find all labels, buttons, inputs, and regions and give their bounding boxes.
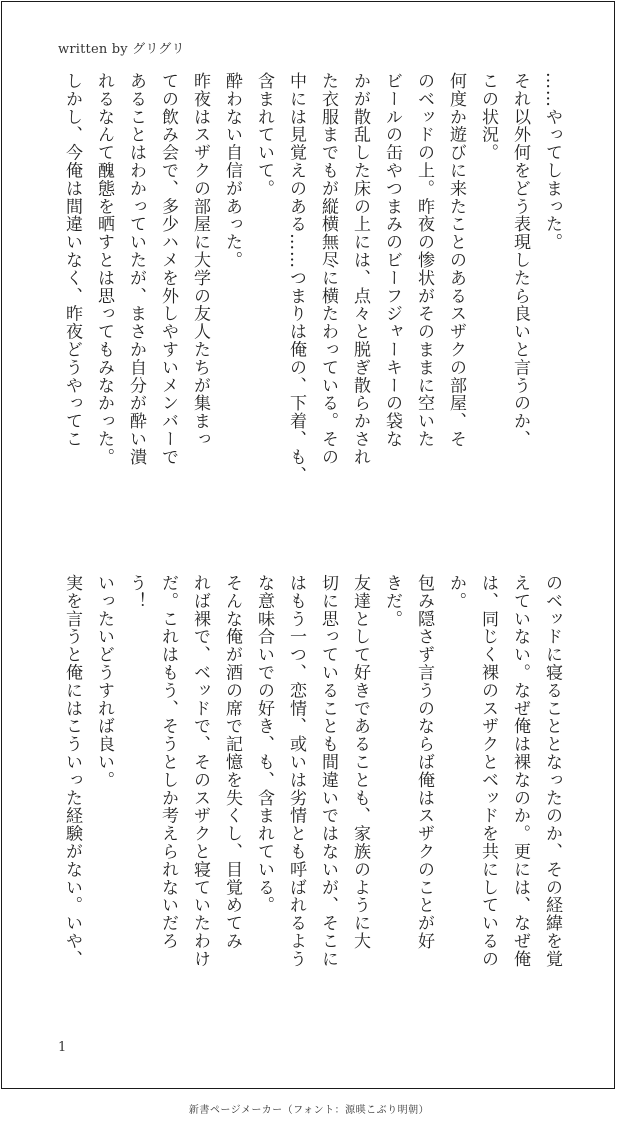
- text-line: ビールの缶やつまみのビーフジャーキーの袋な: [382, 72, 402, 448]
- text-line: はもう一つ、恋情、或いは劣情とも呼ばれるよう: [286, 574, 306, 968]
- text-line: な意味合いでの好き、も、含まれている。: [254, 574, 274, 915]
- text-line: いったいどうすれば良い。: [94, 574, 114, 789]
- footer-credit: 新書ページメーカー（フォント：源暎こぶり明朝）: [188, 1105, 430, 1116]
- text-line: 含まれていて。: [254, 72, 274, 198]
- text-line: れば裸で、ベッドで、そのスザクと寝ていたわけ: [190, 574, 210, 968]
- page-frame: [1, 1, 615, 1089]
- text-line: のベッドに寝ることとなったのか、その経緯を覚: [542, 574, 562, 968]
- text-line: 中には見覚えのある……つまりは俺の、下着、も、: [286, 72, 306, 484]
- text-line: 包み隠さず言うのならば俺はスザクのことが好: [414, 574, 434, 950]
- text-line: 昨夜はスザクの部屋に大学の友人たちが集まっ: [190, 72, 210, 448]
- text-line: あることはわかっていたが、まさか自分が酔い潰: [126, 72, 146, 466]
- text-line: それ以外何をどう表現したら良いと言うのか、: [510, 72, 530, 448]
- text-line: この状況。: [478, 72, 498, 162]
- text-block-top: [58, 72, 568, 542]
- text-line: 何度か遊びに来たことのあるスザクの部屋、そ: [446, 72, 466, 448]
- text-line: えていない。なぜ俺は裸なのか。更には、なぜ俺: [510, 574, 530, 968]
- text-line: きだ。: [382, 574, 402, 628]
- text-line: しかし、今俺は間違いなく、昨夜どうやってこ: [62, 72, 82, 448]
- text-line: う！: [126, 574, 146, 610]
- text-line: れるなんて醜態を晒すとは思ってもみなかった。: [94, 72, 114, 466]
- text-line: だ。これはもう、そうとしか考えられないだろ: [158, 574, 178, 950]
- text-line: 酔わない自信があった。: [222, 72, 242, 269]
- text-line: は、同じく裸のスザクとベッドを共にしているの: [478, 574, 498, 968]
- page-number: 1: [58, 1040, 67, 1055]
- text-line: 実を言うと俺にはこういった経験がない。いや、: [62, 574, 82, 968]
- text-line: ての飲み会で、多少ハメを外しやすいメンバーで: [158, 72, 178, 466]
- text-line: た衣服までもが縦横無尽に横たわっている。その: [318, 72, 338, 466]
- text-line: かが散乱した床の上には、点々と脱ぎ散らかされ: [350, 72, 370, 466]
- text-line: ……やってしまった。: [542, 72, 562, 251]
- text-line: そんな俺が酒の席で記憶を失くし、目覚めてみ: [222, 574, 242, 950]
- text-line: 切に思っていることも間違いではないが、そこに: [318, 574, 338, 968]
- text-line: 友達として好きであることも、家族のように大: [350, 574, 370, 950]
- text-line: か。: [446, 574, 466, 610]
- text-line: のベッドの上。昨夜の惨状がそのままに空いた: [414, 72, 434, 448]
- text-block-bottom: [58, 574, 568, 1044]
- author-credit: written by グリグリ: [58, 42, 185, 57]
